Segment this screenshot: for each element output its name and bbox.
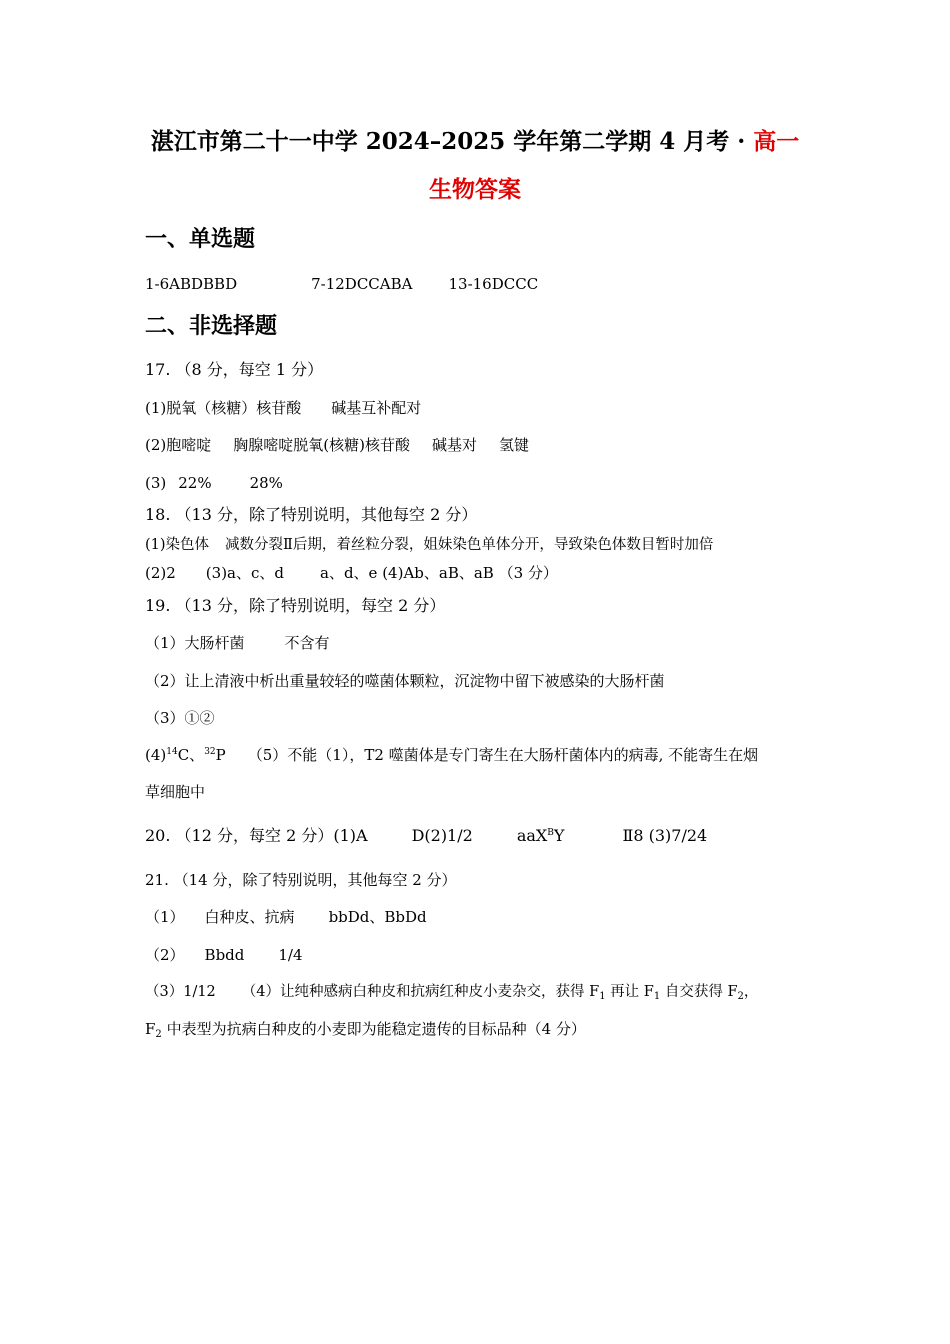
q18-answer-3b-4: a、d、e (4)Ab、aB、aB （3 分） xyxy=(320,564,558,582)
q17-line-3 xyxy=(145,473,283,493)
q17-answer-3a: 22% xyxy=(178,474,212,492)
q21-answer-4-part1: （4）让纯种感病白种皮和抗病红种皮小麦杂交，获得 F xyxy=(241,984,600,1000)
q19-line-3: （3）①② xyxy=(145,709,215,727)
q18-line-1 xyxy=(145,535,713,555)
q19-heading: 19. （13 分，除了特别说明，每空 2 分） xyxy=(145,596,446,615)
q18-answer-1b: 减数分裂Ⅱ后期，着丝粒分裂，姐妹染色单体分开，导致染色体数目暂时加倍 xyxy=(225,537,714,553)
q20-genotype-superscript: B xyxy=(547,828,554,838)
q17-answer-2a: (2)胞嘧啶 xyxy=(145,436,212,454)
q20-genotype-end: Y xyxy=(553,826,565,845)
q21-answer-3: （3）1/12 xyxy=(145,984,216,1000)
carbon-symbol: C、 xyxy=(177,746,205,764)
answers-13-16: 13-16DCCC xyxy=(448,275,539,293)
q20-answer-d: D(2)1/2 xyxy=(411,826,473,845)
f1-subscript-2: 1 xyxy=(653,991,661,1002)
q17-answer-1a: (1)脱氧（核糖）核苷酸 xyxy=(145,399,302,417)
q20-genotype: aaX xyxy=(516,826,548,845)
q19-answer-1a: （1）大肠杆菌 xyxy=(145,634,245,652)
single-choice-answers xyxy=(145,274,538,294)
answers-1-6: 1-6ABDBBD xyxy=(145,275,238,293)
section-heading-single-choice: 一、单选题 xyxy=(145,227,256,252)
q17-answer-2b: 胸腺嘧啶脱氧(核糖)核苷酸 xyxy=(233,436,410,454)
q21-label-2: （2） xyxy=(145,946,185,964)
q17-answer-2d: 氢键 xyxy=(498,436,529,454)
q19-line-4 xyxy=(145,745,758,765)
q18-answer-1a: (1)染色体 xyxy=(145,537,210,553)
q19-answer-1b: 不含有 xyxy=(284,634,330,652)
title-grade: 高一 xyxy=(753,128,800,155)
q21-answer-1b: bbDd、BbDd xyxy=(328,908,427,926)
q17-label-3: (3) xyxy=(145,474,167,492)
phosphorus-symbol: P xyxy=(215,746,226,764)
q21-answer-2b: 1/4 xyxy=(278,946,303,964)
title-main: 湛江市第二十一中学 2024–2025 学年第二学期 4 月考 · xyxy=(150,128,754,155)
f2-letter: F xyxy=(145,1020,156,1038)
document-subtitle: 生物答案 xyxy=(429,176,521,203)
f2-subscript-2: 2 xyxy=(155,1029,162,1040)
q17-answer-1b: 碱基互补配对 xyxy=(331,399,422,417)
f2-subscript: 2 xyxy=(737,991,744,1002)
q21-answer-2a: Bbdd xyxy=(204,946,245,964)
phosphorus-mass-number: 32 xyxy=(204,747,216,757)
q21-line-2 xyxy=(145,945,303,965)
q20-answer-rest: Ⅱ8 (3)7/24 xyxy=(622,826,708,845)
q21-heading: 21. （14 分，除了特别说明，其他每空 2 分） xyxy=(145,871,457,889)
q19-line-5: 草细胞中 xyxy=(145,783,206,801)
q18-line-2 xyxy=(145,563,558,583)
q17-line-2 xyxy=(145,435,529,455)
q21-line-3 xyxy=(145,982,758,1002)
q21-answer-4-part4: 中表型为抗病白种皮的小麦即为能稳定遗传的目标品种（4 分） xyxy=(161,1020,586,1038)
q19-line-2: （2）让上清液中析出重量较轻的噬菌体颗粒，沉淀物中留下被感染的大肠杆菌 xyxy=(145,672,665,690)
section-heading-non-choice: 二、非选择题 xyxy=(145,314,278,339)
q17-answer-2c: 碱基对 xyxy=(431,436,477,454)
f1-subscript: 1 xyxy=(599,991,606,1002)
q18-heading: 18. （13 分，除了特别说明，其他每空 2 分） xyxy=(145,505,478,524)
q20-line xyxy=(145,826,707,846)
q21-label-1: （1） xyxy=(145,908,185,926)
q21-line-1 xyxy=(145,907,427,927)
q21-answer-4-part2: 再让 F xyxy=(605,984,654,1000)
q17-line-1 xyxy=(145,398,421,418)
q19-label-4: (4) xyxy=(145,746,167,764)
document-title xyxy=(0,127,950,157)
q19-answer-5: （5）不能（1），T2 噬菌体是专门寄生在大肠杆菌体内的病毒, 不能寄生在烟 xyxy=(247,746,759,764)
q17-heading: 17. （8 分，每空 1 分） xyxy=(145,360,324,379)
q17-answer-3b: 28% xyxy=(249,474,283,492)
carbon-mass-number: 14 xyxy=(166,747,178,757)
q21-answer-4-comma: ， xyxy=(743,984,759,1000)
q21-answer-4-part3: 自交获得 F xyxy=(660,984,738,1000)
q18-answer-2: (2)2 xyxy=(145,564,176,582)
q21-answer-1a: 白种皮、抗病 xyxy=(204,908,295,926)
answers-7-12: 7-12DCCABA xyxy=(311,275,413,293)
q18-answer-3a: (3)a、c、d xyxy=(205,564,284,582)
q19-line-1 xyxy=(145,633,330,653)
q20-heading: 20. （12 分，每空 2 分）(1)A xyxy=(145,826,368,845)
q21-line-4 xyxy=(145,1019,586,1039)
